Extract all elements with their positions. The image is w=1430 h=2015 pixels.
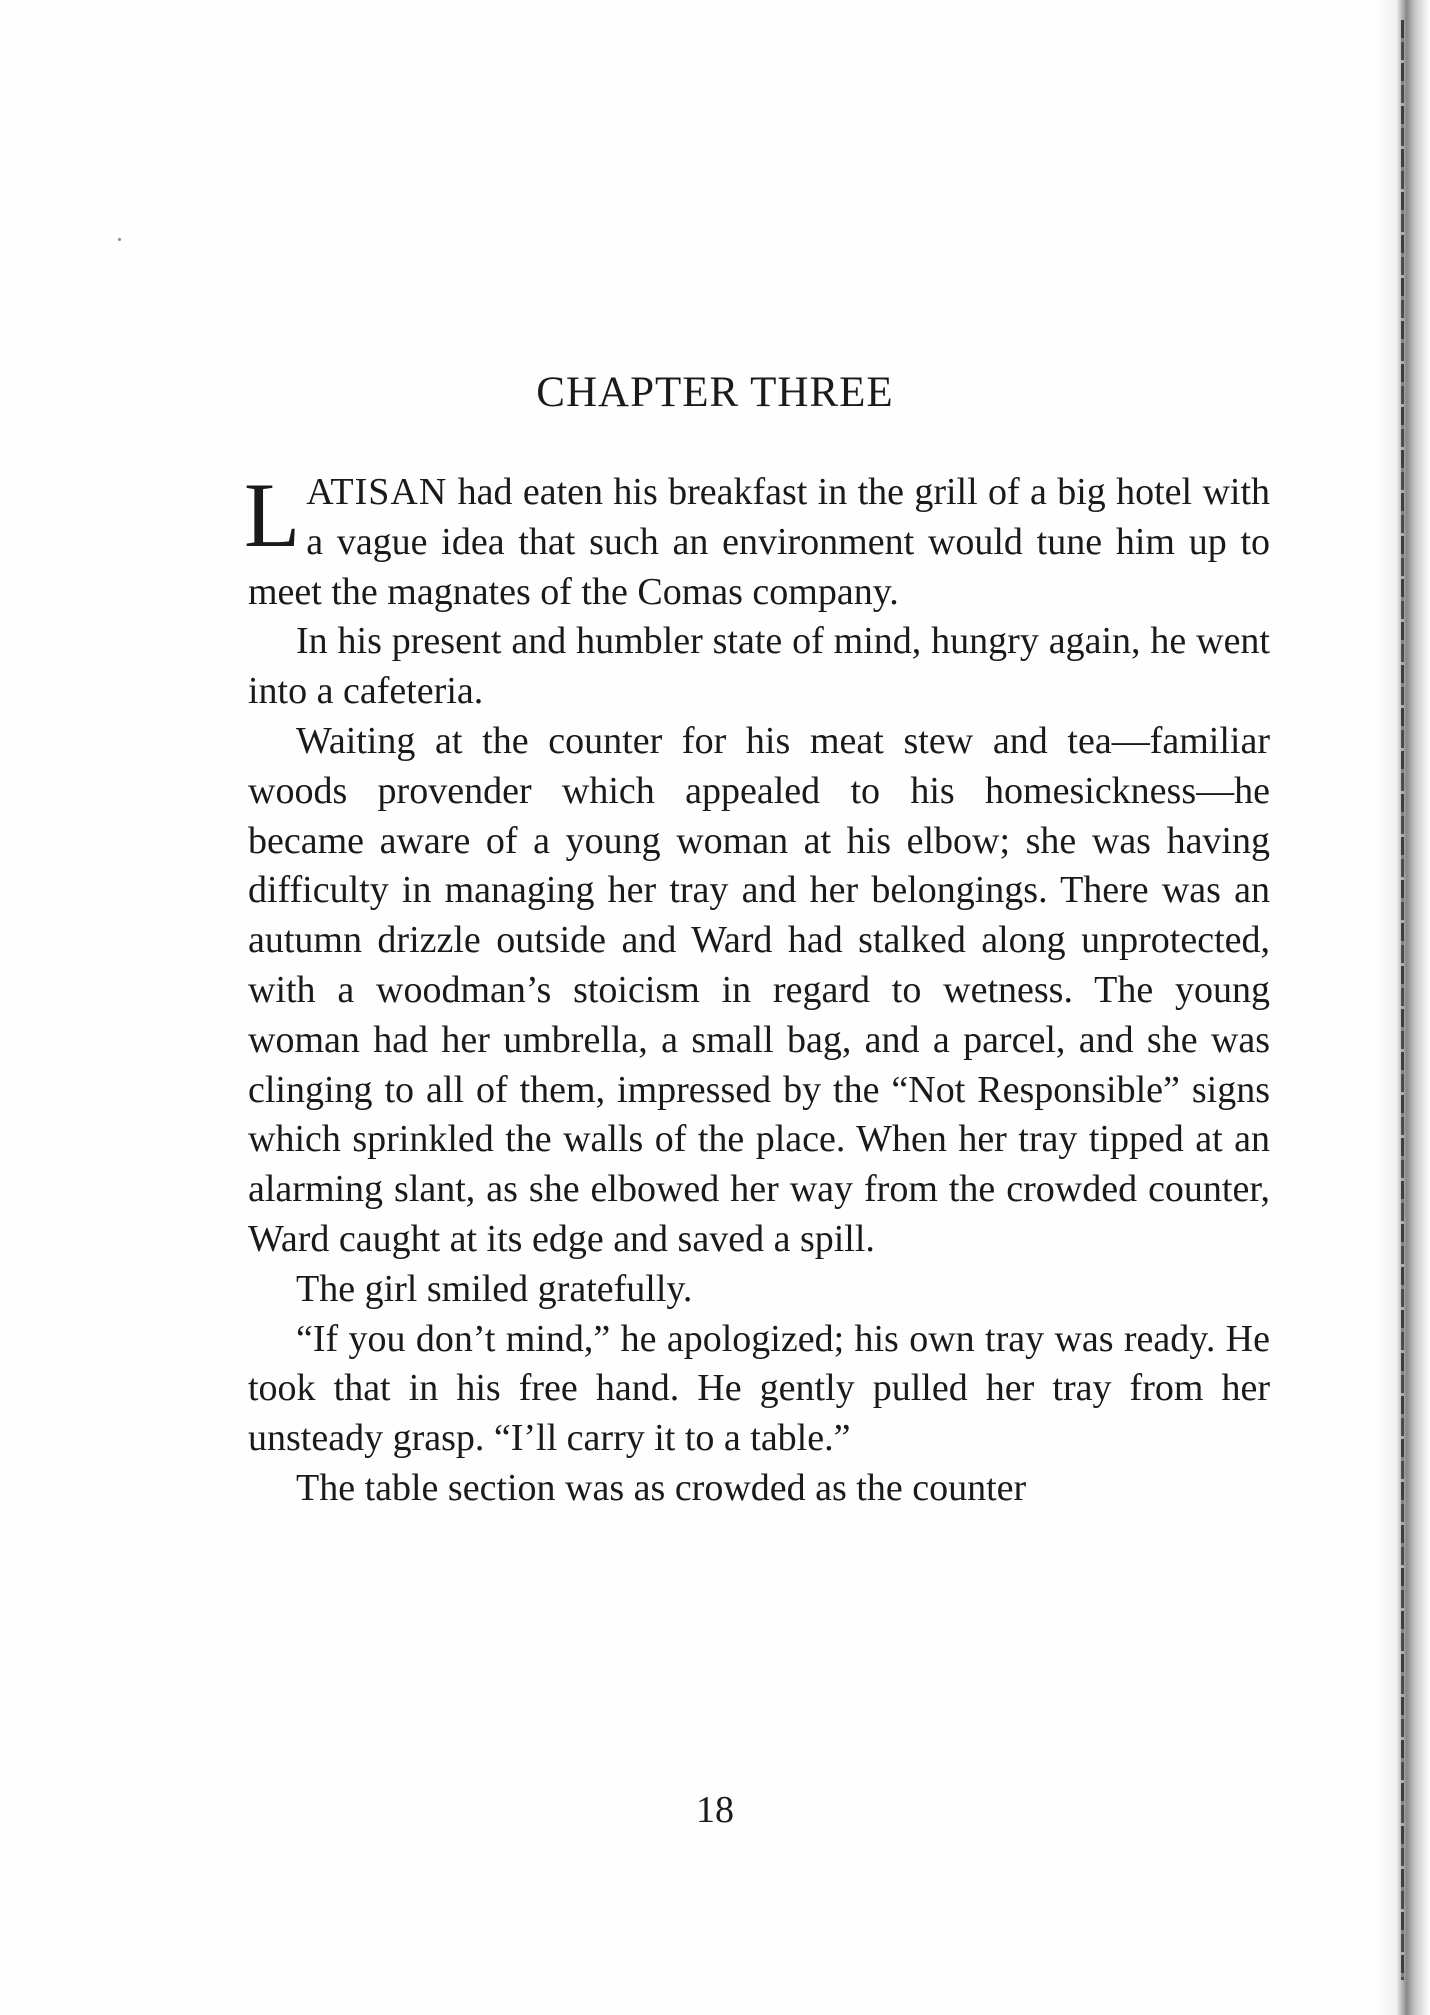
paragraph-4: The girl smiled gratefully. [296, 1267, 693, 1310]
drop-cap: L [244, 464, 301, 566]
binding-gutter-shadow [1378, 0, 1430, 2015]
paragraph-6: The table section was as crowded as the counter [296, 1466, 1027, 1509]
paper-speck [118, 238, 121, 241]
body-text [244, 464, 1270, 1514]
page-number: 18 [696, 1789, 734, 1831]
paragraph-2: In his present and humbler state of mind, hungry again, he went into a cafeteria. [248, 620, 1270, 713]
binding-gutter-edge [1401, 20, 1404, 1980]
paragraph-3: Waiting at the counter for his meat stew and tea—familiar woods provender which appealed to his homesickness—he became aware of a young woman at his elbow; she was having difficulty in managing her tray and her belongings. There was an autumn drizzle outside and Ward had stalked along unprotected, with a woodman’s stoicism in regard to wetness. The young woman had her umbrella, a small bag, and a parcel, and she was clinging to all of them, impressed by the “Not Responsible” signs which sprinkled the walls of the place. When her tray tipped at an alarming slant, as she elbowed her way from the crowded counter, Ward caught at its edge and saved a spill. [248, 719, 1270, 1260]
paragraph-1-text: had eaten his breakfast in the grill of a big hotel with a vague idea that such an environment would tune him up to meet the magnates of the Comas company. [248, 471, 1270, 613]
opening-word: ATISAN [306, 471, 448, 513]
paragraph-1 [244, 464, 1270, 617]
paragraph-5: “If you don’t mind,” he apologized; his own tray was ready. He took that in his free hand. He gently pulled her tray from her unsteady grasp. “I’ll carry it to a table.” [248, 1317, 1270, 1460]
chapter-title: CHAPTER THREE [536, 369, 894, 416]
